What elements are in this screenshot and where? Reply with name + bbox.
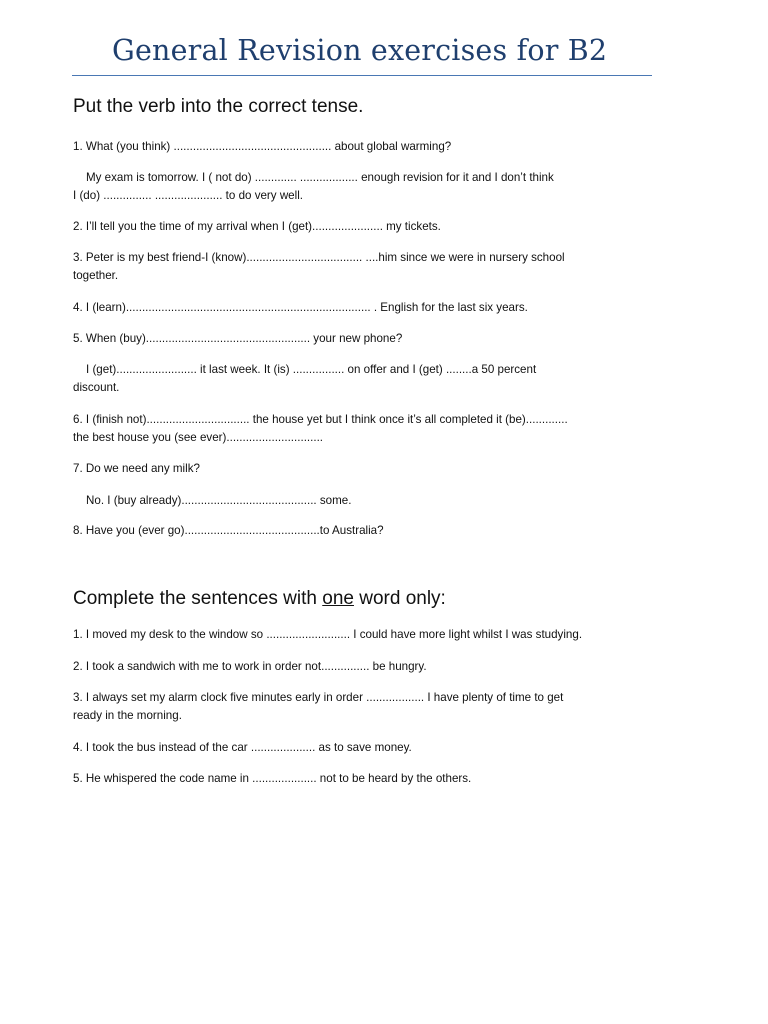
completion-item-2: 2. I took a sandwich with me to work in order not............... be hungry.: [73, 660, 427, 673]
heading-text-before: Complete the sentences with: [73, 588, 323, 609]
exercise-item-6-line1: 6. I (finish not)................................ the house yet but I think once it’s all completed it (be).............: [73, 413, 568, 426]
exercise-item-5: 5. When (buy)................................................... your new phone?: [73, 332, 403, 345]
completion-item-3-line1: 3. I always set my alarm clock five minutes early in order .................. I have plenty of time to get: [73, 691, 564, 704]
exercise-item-6-line2: the best house you (see ever)..............................: [73, 431, 324, 444]
exercise-item-7b: No. I (buy already).......................................... some.: [86, 494, 352, 507]
exercise-item-7: 7. Do we need any milk?: [73, 462, 200, 475]
heading-text-after: word only:: [353, 588, 446, 609]
completion-item-1: 1. I moved my desk to the window so .......................... I could have more light whilst I was studying.: [73, 628, 583, 641]
exercise-item-1b-line2: I (do) ............... ..................... to do very well.: [73, 189, 304, 202]
exercise-item-3-line1: 3. Peter is my best friend-I (know).................................... ....him since we were in nursery school: [73, 251, 565, 264]
page-title: General Revision exercises for B2: [112, 34, 608, 67]
heading-text-underlined: one: [322, 588, 354, 609]
exercise-item-4: 4. I (learn)............................................................................ . English for the last six years.: [73, 301, 528, 314]
exercise-item-1b-line1: My exam is tomorrow. I ( not do) ............. .................. enough revision for it and I don’t think: [86, 171, 554, 184]
title-underline: [72, 75, 652, 76]
exercise-item-2: 2. I’ll tell you the time of my arrival when I (get)...................... my tickets.: [73, 220, 441, 233]
exercise-item-5b-line2: discount.: [73, 381, 120, 394]
section-heading-verb-tense: Put the verb into the correct tense.: [73, 96, 364, 117]
exercise-item-1: 1. What (you think) ................................................. about global warming?: [73, 140, 452, 153]
exercise-item-3-line2: together.: [73, 269, 119, 282]
completion-item-4: 4. I took the bus instead of the car .................... as to save money.: [73, 741, 412, 754]
completion-item-5: 5. He whispered the code name in .................... not to be heard by the others.: [73, 772, 472, 785]
section-heading-one-word: [73, 588, 446, 610]
exercise-item-8: 8. Have you (ever go)..........................................to Australia?: [73, 524, 384, 537]
exercise-item-5b-line1: I (get)......................... it last week. It (is) ................ on offer and I (get) ........a 50 percent: [86, 363, 537, 376]
completion-item-3-line2: ready in the morning.: [73, 709, 182, 722]
